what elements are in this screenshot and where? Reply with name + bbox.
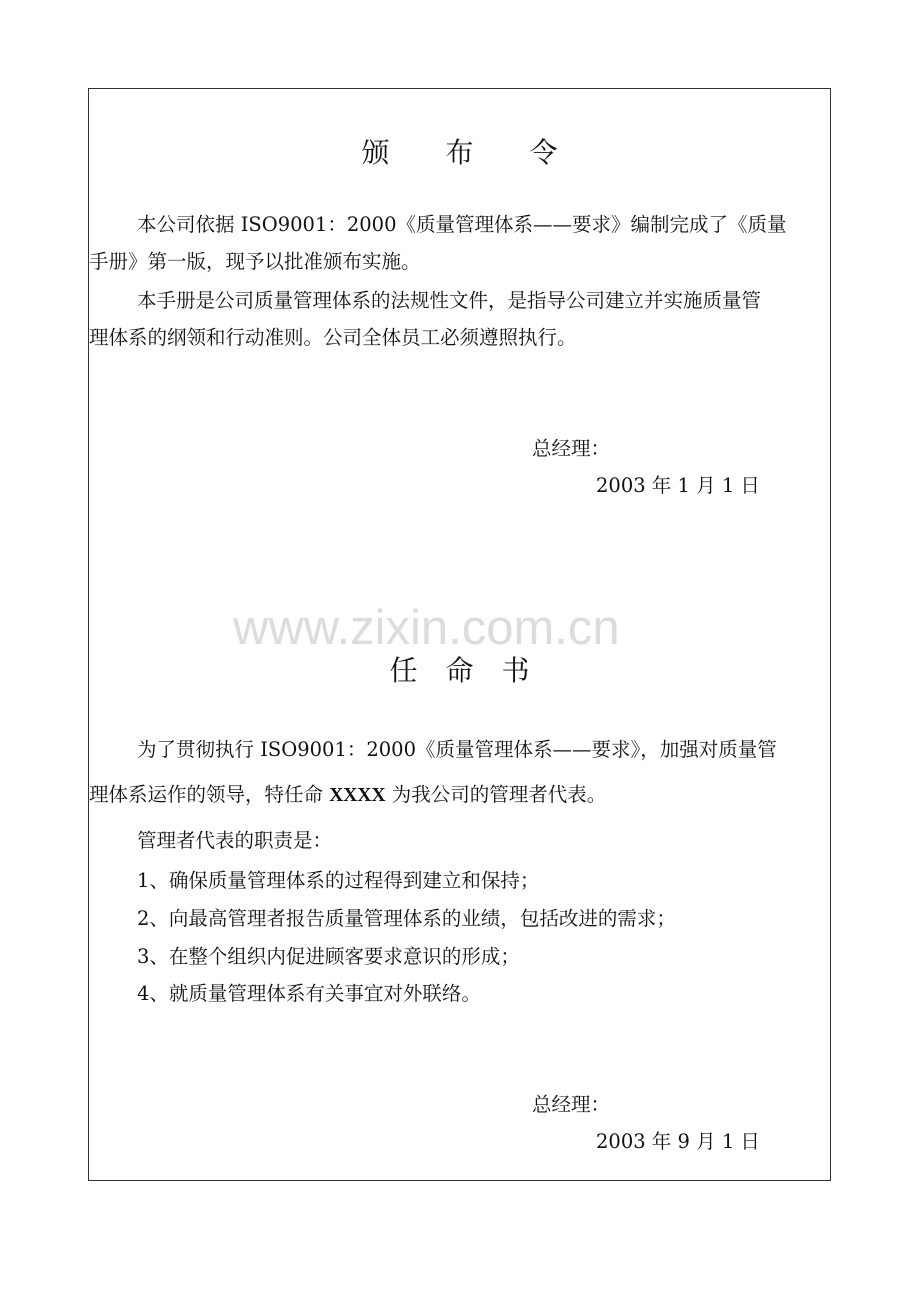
appointment-intro-line1: 为了贯彻执行 ISO9001：2000《质量管理体系——要求》，加强对质量管 (137, 738, 777, 761)
decree-paragraph2-line1: 本手册是公司质量管理体系的法规性文件，是指导公司建立并实施质量管 (137, 289, 762, 312)
intro-line2-post: 为我公司的管理者代表。 (385, 783, 607, 806)
decree-paragraph1-line2: 手册》第一版，现予以批准颁布实施。 (89, 250, 421, 273)
appointment-date: 2003 年 9 月 1 日 (596, 1130, 760, 1153)
appointee-name: XXXX (329, 785, 386, 806)
intro-line2-pre: 理体系运作的领导，特任命 (89, 783, 330, 806)
duty-item-3: 3、在整个组织内促进顾客要求意识的形成； (137, 945, 520, 968)
appointment-title: 任 命 书 (389, 654, 530, 687)
decree-paragraph2-line2: 理体系的纲领和行动准则。公司全体员工必须遵照执行。 (89, 326, 577, 349)
appointment-signer-label: 总经理： (532, 1093, 611, 1116)
appointment-intro-line2 (89, 779, 606, 807)
duties-heading: 管理者代表的职责是： (137, 829, 333, 852)
duty-item-1: 1、确保质量管理体系的过程得到建立和保持； (137, 869, 540, 892)
duty-item-2: 2、向最高管理者报告质量管理体系的业绩，包括改进的需求； (137, 907, 676, 930)
decree-title: 颁 布 令 (361, 136, 558, 169)
decree-paragraph1-line1: 本公司依据 ISO9001：2000《质量管理体系——要求》编制完成了《质量 (137, 213, 787, 236)
decree-date: 2003 年 1 月 1 日 (596, 474, 760, 497)
decree-signer-label: 总经理： (532, 437, 611, 460)
duty-item-4: 4、就质量管理体系有关事宜对外联络。 (137, 982, 481, 1005)
watermark-text: www.zixin.com.cn (233, 601, 620, 655)
